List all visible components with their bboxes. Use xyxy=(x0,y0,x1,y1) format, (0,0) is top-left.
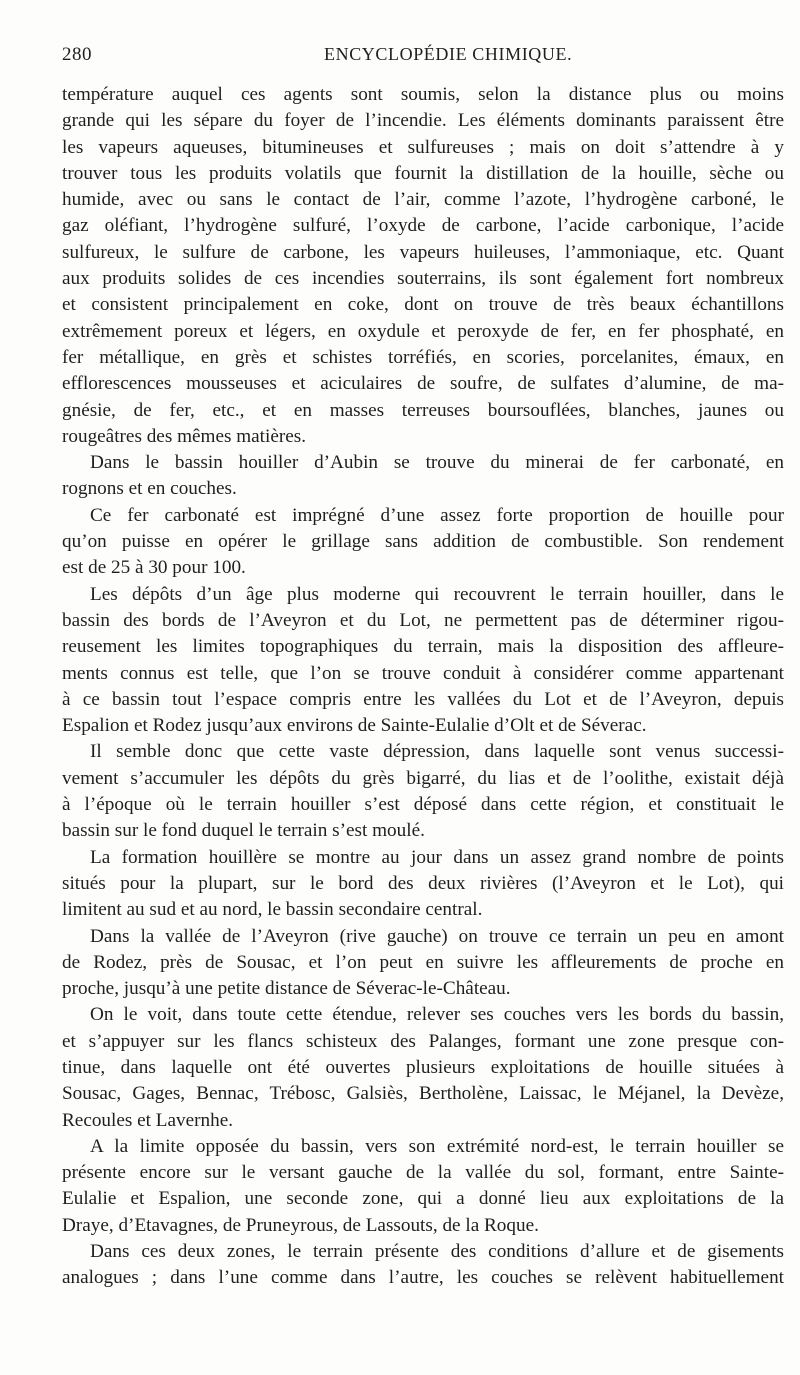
text-line: Dans le bassin houiller d’Aubin se trouve du minerai de fer carbonaté, en xyxy=(90,452,784,474)
text-line: rougeâtres des mêmes matières. xyxy=(62,425,307,447)
text-line: à l’époque où le terrain houiller s’est déposé dans cette région, et constituait le xyxy=(62,794,784,816)
text-line: de Rodez, près de Sousac, et l’on peut en suivre les affleurements de proche en xyxy=(62,951,784,973)
text-line: tinue, dans laquelle ont été ouvertes plusieurs exploitations de houille situées à xyxy=(62,1056,784,1078)
page-number: 280 xyxy=(62,44,92,65)
text-line: Les dépôts d’un âge plus moderne qui recouvrent le terrain houiller, dans le xyxy=(90,583,784,605)
text-line: température auquel ces agents sont soumis, selon la distance plus ou moins xyxy=(62,84,784,105)
text-line: vement s’accumuler les dépôts du grès bigarré, du lias et de l’oolithe, existait déjà xyxy=(62,767,784,789)
text-line: situés pour la plupart, sur le bord des deux rivières (l’Aveyron et le Lot), qui xyxy=(62,872,784,894)
text-line: Eulalie et Espalion, une seconde zone, qui a donné lieu aux exploitations de la xyxy=(62,1188,784,1210)
text-line: Dans ces deux zones, le terrain présente des conditions d’allure et de gisements xyxy=(90,1241,784,1263)
text-line: On le voit, dans toute cette étendue, relever ses couches vers les bords du bassin, xyxy=(90,1004,784,1026)
text-line: et consistent principalement en coke, dont on trouve de très beaux échantillons xyxy=(62,294,784,316)
text-line: à ce bassin tout l’espace compris entre les vallées du Lot et de l’Aveyron, depuis xyxy=(62,688,784,710)
text-line: les vapeurs aqueuses, bitumineuses et sulfureuses ; mais on doit s’attendre à y xyxy=(62,136,784,158)
text-line: Draye, d’Etavagnes, de Pruneyrous, de Lassouts, de la Roque. xyxy=(62,1214,539,1236)
text-line: bassin des bords de l’Aveyron et du Lot, ne permettent pas de déterminer rigou- xyxy=(62,609,784,631)
running-head xyxy=(62,44,772,70)
text-line: ments connus est telle, que l’on se trouve conduit à considérer comme appartenant xyxy=(62,662,784,684)
text-line: Sousac, Gages, Bennac, Trébosc, Galsiès, Bertholène, Laissac, le Méjanel, la Devèze, xyxy=(62,1083,784,1105)
text-line: humide, avec ou sans le contact de l’air, comme l’azote, l’hydrogène carboné, le xyxy=(62,189,784,211)
text-line: trouver tous les produits volatils que fournit la distillation de la houille, sèche ou xyxy=(62,162,784,184)
text-line: fer métallique, en grès et schistes torréfiés, en scories, porcelanites, émaux, en xyxy=(62,346,784,368)
text-line: gnésie, de fer, etc., et en masses terreuses boursouflées, blanches, jaunes ou xyxy=(62,399,784,421)
text-line: A la limite opposée du bassin, vers son extrémité nord-est, le terrain houiller se xyxy=(90,1135,784,1157)
text-line: reusement les limites topographiques du terrain, mais la disposition des affleure- xyxy=(62,636,784,658)
body-text xyxy=(62,82,784,1292)
text-line: grande qui les sépare du foyer de l’incendie. Les éléments dominants paraissent être xyxy=(62,110,784,132)
text-line: est de 25 à 30 pour 100. xyxy=(62,557,246,579)
text-line: Recoules et Lavernhe. xyxy=(62,1109,234,1131)
text-line: sulfureux, le sulfure de carbone, les vapeurs huileuses, l’ammoniaque, etc. Quant xyxy=(62,241,784,263)
text-line: proche, jusqu’à une petite distance de Séverac-le-Château. xyxy=(62,978,511,1000)
text-line: et s’appuyer sur les flancs schisteux des Palanges, formant une zone presque con- xyxy=(62,1030,784,1052)
text-line: bassin sur le fond duquel le terrain s’est moulé. xyxy=(62,820,425,842)
running-title: ENCYCLOPÉDIE CHIMIQUE. xyxy=(324,44,573,64)
text-line: gaz oléfiant, l’hydrogène sulfuré, l’oxyde de carbone, l’acide carbonique, l’acide xyxy=(62,215,784,237)
text-line: efflorescences mousseuses et aciculaires de soufre, de sulfates d’alumine, de ma- xyxy=(62,373,784,395)
text-line: La formation houillère se montre au jour dans un assez grand nombre de points xyxy=(90,846,784,868)
text-line: présente encore sur le versant gauche de la vallée du sol, formant, entre Sainte- xyxy=(62,1162,784,1184)
text-line: aux produits solides de ces incendies souterrains, ils sont également fort nombreux xyxy=(62,268,784,290)
text-line: Ce fer carbonaté est imprégné d’une assez forte proportion de houille pour xyxy=(90,504,784,526)
text-line: qu’on puisse en opérer le grillage sans addition de combustible. Son rendement xyxy=(62,531,784,553)
text-line: limitent au sud et au nord, le bassin secondaire central. xyxy=(62,899,483,921)
text-line: extrêmement poreux et légers, en oxydule et peroxyde de fer, en fer phosphaté, en xyxy=(62,320,784,342)
text-line: Dans la vallée de l’Aveyron (rive gauche) on trouve ce terrain un peu en amont xyxy=(90,925,784,947)
text-line: analogues ; dans l’une comme dans l’autre, les couches se relèvent habituellement xyxy=(62,1267,784,1289)
text-line: Espalion et Rodez jusqu’aux environs de Sainte-Eulalie d’Olt et de Séverac. xyxy=(62,715,647,737)
text-line: rognons et en couches. xyxy=(62,478,237,500)
text-line: Il semble donc que cette vaste dépression, dans laquelle sont venus successi- xyxy=(90,741,784,763)
